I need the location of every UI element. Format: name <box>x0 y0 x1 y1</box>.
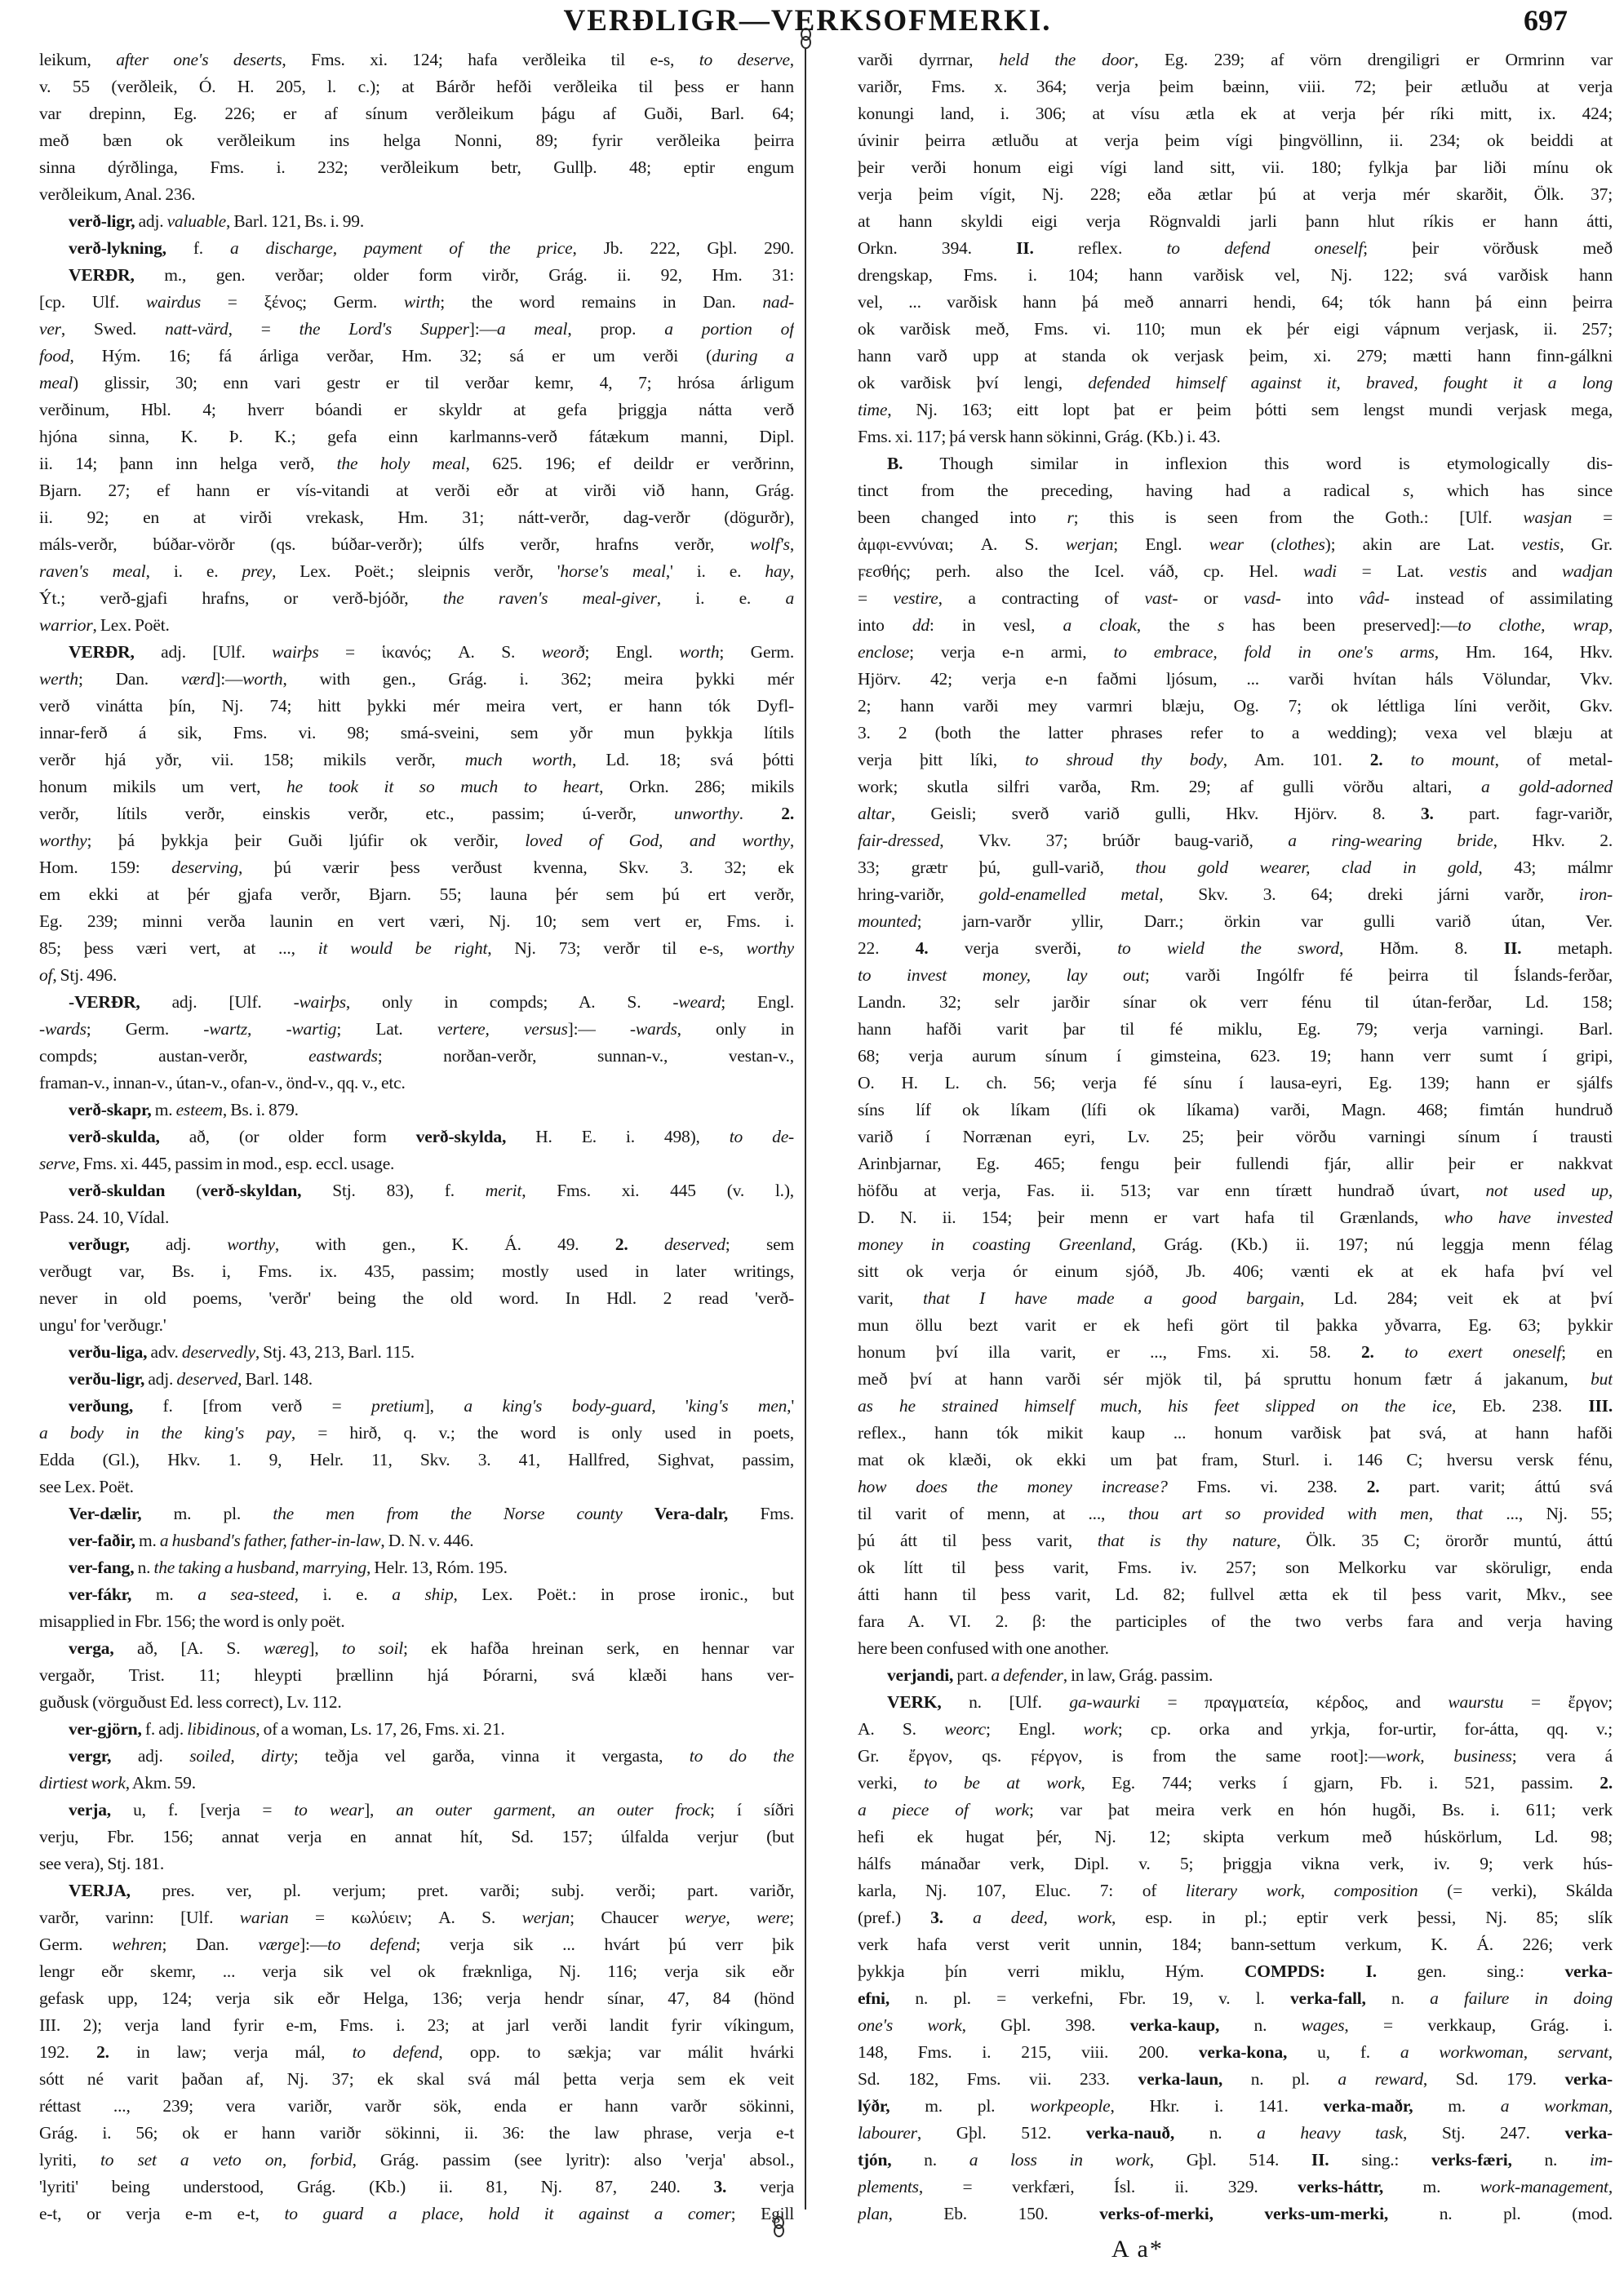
text-line: Bjarn. 27; ef hann er vís-vitandi at verði eðr at virði við hann, Grág. <box>39 481 794 500</box>
text-line: never in old poems, 'verðr' being the old word. In Hdl. 2 read 'verð- <box>39 1288 794 1308</box>
text-line: D. N. ii. 154; þeir menn er vart hafa til Grænlands, who have invested <box>858 1208 1613 1227</box>
column-divider <box>805 49 806 2210</box>
text-line: verð-skuldan (verð-skyldan, Stj. 83), f. merit, Fms. xi. 445 (v. l.), <box>69 1181 794 1200</box>
text-line: varði dyrrnar, held the door, Eg. 239; af vörn drengiligri er Ormrinn var <box>858 50 1613 69</box>
text-line: ok varðisk því lengi, defended himself against it, braved, fought it a long <box>858 373 1613 392</box>
text-line: verð-ligr, adj. valuable, Barl. 121, Bs. i. 99. <box>69 211 365 231</box>
text-line: misapplied in Fbr. 156; the word is only poët. <box>39 1611 345 1631</box>
text-line: guðusk (vörguðust Ed. less correct), Lv. 112. <box>39 1692 342 1712</box>
text-line: 85; þess væri vert, at ..., it would be right, Nj. 73; verðr til e-s, worthy <box>39 938 794 958</box>
text-line: ii. 92; en at virði vrekask, Hm. 31; nátt-verðr, dag-verðr (dögurðr), <box>39 508 794 527</box>
text-line: þeir verði honum eigi vígi land sitt, vii. 180; fylkja þar liði mínu ok <box>858 157 1613 177</box>
text-line: a body in the king's pay, = hirð, q. v.; the word is only used in poets, <box>39 1423 794 1443</box>
text-line: varið í Norrænan eyri, Lv. 25; þeir vörðu varningi sínum í trausti <box>858 1127 1613 1146</box>
text-line: VERJA, pres. ver, pl. verjum; pret. varði; subj. verði; part. variðr, <box>69 1881 794 1900</box>
text-line: Sd. 182, Fms. vii. 233. verka-laun, n. pl. a reward, Sd. 179. verka- <box>858 2069 1613 2089</box>
text-line: verðugr, adj. worthy, with gen., K. Á. 49. 2. deserved; sem <box>69 1234 794 1254</box>
text-line: werth; Dan. værd]:—worth, with gen., Grág. i. 362; meira þykki mér <box>39 669 794 689</box>
text-line: VERÐR, adj. [Ulf. wairþs = ἱκανός; A. S. weorð; Engl. worth; Germ. <box>69 642 794 662</box>
text-line: verju, Fbr. 156; annat verja en annat hít, Sd. 157; úlfalda verjur (but <box>39 1827 794 1846</box>
text-line: plements, = verkfæri, Ísl. ii. 329. verks-háttr, m. work-management, <box>858 2177 1613 2196</box>
signature-mark: A a* <box>1111 2236 1164 2263</box>
text-line: fara A. VI. 2. β: the participles of the two verbs fara and verja having <box>858 1611 1613 1631</box>
text-line: verð-lykning, f. a discharge, payment of the price, Jb. 222, Gþl. 290. <box>69 238 794 258</box>
text-line: worthy; þá þykkja þeir Guði ljúfir ok verðir, loved of God, and worthy, <box>39 831 794 850</box>
text-line: verð vinátta þín, Nj. 74; hitt þykki mér meira vert, er hann tók Dyfl- <box>39 696 794 716</box>
text-line: lýðr, m. pl. workpeople, Hkr. i. 141. verka-maðr, m. a workman, <box>858 2096 1613 2116</box>
text-line: verja þitt líki, to shroud thy body, Am. 101. 2. to mount, of metal- <box>858 750 1613 769</box>
text-line: 192. 2. in law; verja mál, to defend, opp. to sækja; var málit hvárki <box>39 2042 794 2062</box>
text-line: vergr, adj. soiled, dirty; teðja vel garða, vinna it vergasta, to do the <box>69 1746 794 1766</box>
text-line: dirtiest work, Akm. 59. <box>39 1773 196 1793</box>
text-line: see vera), Stj. 181. <box>39 1854 165 1873</box>
text-line: ver-gjörn, f. adj. libidinous, of a woman, Ls. 17, 26, Fms. xi. 21. <box>69 1719 505 1739</box>
text-line: sitt ok verja ór einum sjóð, Jb. 406; vænti ek at ek hafa því vel <box>858 1261 1613 1281</box>
text-line: Hom. 159: deserving, þú værir þess verðust kvenna, Skv. 3. 32; ek <box>39 858 794 877</box>
text-line: 148, Fms. i. 215, viii. 200. verka-kona, u, f. a workwoman, servant, <box>858 2042 1613 2062</box>
text-line: into dd: in vesl, a cloak, the s has been preserved]:—to clothe, wrap, <box>858 615 1613 635</box>
text-line: work; skutla silfri varða, Rm. 29; af gulli vörðu altari, a gold-adorned <box>858 777 1613 796</box>
text-line: mat ok klæði, ok ekki um þat fram, Sturl. i. 146 C; hversu versk fénu, <box>858 1450 1613 1469</box>
text-line: ver-fang, n. the taking a husband, marrying, Helr. 13, Róm. 195. <box>69 1558 508 1577</box>
text-line: hjóna sinna, K. Þ. K.; gefa einn karlmanns-verð fátækum manni, Dipl. <box>39 427 794 446</box>
text-line: drengskap, Fms. i. 104; hann varðisk vel, Nj. 122; svá varðisk hann <box>858 265 1613 285</box>
text-line: verki, to be at work, Eg. 744; verks í gjarn, Fb. i. 521, passim. 2. <box>858 1773 1613 1793</box>
text-line: framan-v., innan-v., útan-v., ofan-v., önd-v., qq. v., etc. <box>39 1073 406 1093</box>
text-line: verðu-liga, adv. deservedly, Stj. 43, 213, Barl. 115. <box>69 1342 415 1362</box>
text-line: hring-variðr, gold-enamelled metal, Skv. 3. 64; dreki járni varðr, iron- <box>858 884 1613 904</box>
text-line: átti hann til þess varit, Ld. 82; fullvel ætta ek til þess varit, Mkv., see <box>858 1585 1613 1604</box>
text-line: time, Nj. 163; eitt lopt þat er þeim þótti sem lengst mundi verjask mega, <box>858 400 1613 419</box>
text-line: Ver-dælir, m. pl. the men from the Norse county Vera-dalr, Fms. <box>69 1504 794 1523</box>
text-line: food, Hým. 16; fá árliga verðar, Hm. 32; sá er um verði (during a <box>39 346 794 366</box>
text-line: altar, Geisli; sverð varið gulli, Hkv. Hjörv. 8. 3. part. fagr-variðr, <box>858 804 1613 823</box>
text-line: honum því illa varit, er ..., Fms. xi. 58. 2. to exert oneself; en <box>858 1342 1613 1362</box>
text-line: ver, Swed. natt-värd, = the Lord's Supper]:—a meal, prop. a portion of <box>39 319 794 339</box>
text-line: hefi ek hugat þér, Nj. 12; skipta verkum með húskörlum, Ld. 98; <box>858 1827 1613 1846</box>
text-line: v. 55 (verðleik, Ó. H. 205, l. c.); at Bárðr hefði verðleika til þess er hann <box>39 77 794 96</box>
text-line: 33; grætr þú, gull-varið, thou gold wearer, clad in gold, 43; málmr <box>858 858 1613 877</box>
text-line: compds; austan-verðr, eastwards; norðan-verðr, sunnan-v., vestan-v., <box>39 1046 794 1066</box>
text-line: 2; hann varði mey varmri blæju, Og. 7; ok léttliga líni verðit, Gkv. <box>858 696 1613 716</box>
text-line: money in coasting Greenland, Grág. (Kb.) ii. 197; nú leggja menn félag <box>858 1234 1613 1254</box>
text-line: ungu' for 'verðugr.' <box>39 1315 166 1335</box>
text-line: fair-dressed, Vkv. 37; brúðr baug-varið, a ring-wearing bride, Hkv. 2. <box>858 831 1613 850</box>
text-line: innar-ferð á sik, Fms. vi. 98; smá-sveini, sem yðr mun þykkja lítils <box>39 723 794 742</box>
text-line: verja, u, f. [verja = to wear], an outer garment, an outer frock; í síðri <box>69 1800 794 1820</box>
text-line: verðinum, Hbl. 4; hverr bóandi er skyldr at gefa þriggja nátta verð <box>39 400 794 419</box>
text-line: ϝεσθής; perh. also the Icel. váð, cp. Hel. wadi = Lat. vestis and wadjan <box>858 561 1613 581</box>
text-line: 22. 4. verja sverði, to wield the sword, Hðm. 8. II. metaph. <box>858 938 1613 958</box>
text-line: verðr, lítils verðr, einskis verðr, etc., passim; ú-verðr, unworthy. 2. <box>39 804 794 823</box>
text-line: lengr eðr skemr, ... verja sik vel ok fræknliga, Nj. 116; verja sik eðr <box>39 1961 794 1981</box>
text-line: Eg. 239; minni verða launin en vert væri, Nj. 10; sem vert er, Fms. i. <box>39 911 794 931</box>
page-number: 697 <box>1524 4 1568 37</box>
text-line: gefask upp, 124; verja sik eðr Helga, 136; verja hendr sínar, 47, 84 (hönd <box>39 1988 794 2008</box>
text-line: verðugt var, Bs. i, Fms. ix. 435, passim; mostly used in later writings, <box>39 1261 794 1281</box>
text-line: Hjörv. 42; verja e-n faðmi ljósum, ... varði hvítan háls Völundar, Vkv. <box>858 669 1613 689</box>
text-line: 3. 2 (both the latter phrases refer to a wedding); vexa vel blæju at <box>858 723 1613 742</box>
text-line: Edda (Gl.), Hkv. 1. 9, Helr. 11, Skv. 3. 41, Hallfred, Sighvat, passim, <box>39 1450 794 1469</box>
text-line: hálfs mánaðar verk, Dipl. v. 5; þriggja vikna verk, iv. 9; verk hús- <box>858 1854 1613 1873</box>
text-line: meal) glissir, 30; enn vari gestr er til verðar kemr, 4, 7; hrósa árligum <box>39 373 794 392</box>
text-line: Arinbjarnar, Eg. 465; fengu þeir fullendi fjár, allir þeir er nakkvat <box>858 1154 1613 1173</box>
text-line: 68; verja aurum sínum í gimsteina, 623. 19; hann verr sumt í gripi, <box>858 1046 1613 1066</box>
text-line: hann varð upp at standa ok verjask þeim, xi. 279; mætti hann finn-gálkni <box>858 346 1613 366</box>
text-line: Fms. xi. 117; þá versk hann sökinni, Grág. (Kb.) i. 43. <box>858 427 1221 446</box>
text-line: honum mikils um vert, he took it so much to heart, Orkn. 286; mikils <box>39 777 794 796</box>
text-line: verðung, f. [from verð = pretium], a king's body-guard, 'king's men,' <box>69 1396 794 1416</box>
text-line: em ekki at þér gjafa verðr, Bjarn. 55; launa þér sem þú ert verðr, <box>39 884 794 904</box>
text-line: var drepinn, Eg. 226; er af sínum verðleikum þágu af Guði, Barl. 64; <box>39 104 794 123</box>
divider-ornament-top-icon <box>799 28 812 49</box>
text-line: plan, Eb. 150. verks-of-merki, verks-um-merki, n. pl. (mod. <box>858 2204 1613 2223</box>
text-line: at hann skyldi eigi verja Rögnvaldi jarli þann hlut ríkis er hann átti, <box>858 211 1613 231</box>
text-line: úvinir þeirra ætluðu at verja þeim vígi þingvöllinn, ii. 234; ok beiddi at <box>858 131 1613 150</box>
text-line: þykkja þín verri miklu, Hým. COMPDS: I. gen. sing.: verka- <box>858 1961 1613 1981</box>
text-line: með því at hann varði sér mjök til, þá spruttu honum fætr á jakanum, but <box>858 1369 1613 1389</box>
text-line: see Lex. Poët. <box>39 1477 134 1496</box>
text-line: tjón, n. a loss in work, Gþl. 514. II. sing.: verks-færi, n. im- <box>858 2150 1613 2170</box>
text-line: verð-skulda, að, (or older form verð-skylda, H. E. i. 498), to de- <box>69 1127 794 1146</box>
text-line: þú átt til þess varit, that is thy nature, Ölk. 35 C; örorðr muntú, áttú <box>858 1531 1613 1550</box>
text-line: e-t, or verja e-m e-t, to guard a place, hold it against a comer; Egill <box>39 2204 794 2223</box>
text-line: verðleikum, Anal. 236. <box>39 184 196 204</box>
text-line: variðr, Fms. x. 364; verja þeim bæinn, viii. 72; þeir ætluðu at verja <box>858 77 1613 96</box>
text-line: ἀμφι-εννύναι; A. S. werjan; Engl. wear (clothes); akin are Lat. vestis, Gr. <box>858 534 1613 554</box>
text-line: sinna dýrðlinga, Fms. i. 232; verðleikum betr, Gullþ. 48; eptir engum <box>39 157 794 177</box>
text-line: ok varðisk með, Fms. vi. 110; mun ek þér eigi vápnum verjask, ii. 257; <box>858 319 1613 339</box>
running-title: VERÐLIGR—VERKSOFMERKI. <box>563 4 1052 38</box>
text-line: verðu-ligr, adj. deserved, Barl. 148. <box>69 1369 313 1389</box>
text-line: Ýt.; verð-gjafi hrafns, or verð-bjóðr, the raven's meal-giver, i. e. a <box>39 588 794 608</box>
text-line: vergaðr, Trist. 11; hleypti þrællinn hjá Þórarni, svá klæði hans ver- <box>39 1665 794 1685</box>
text-line: mounted; jarn-varðr yllir, Darr.; örkin var gulli varið útan, Ver. <box>858 911 1613 931</box>
text-line: karla, Nj. 107, Eluc. 7: of literary work, composition (= verki), Skálda <box>858 1881 1613 1900</box>
text-line: með bæn ok verðleikum ins helga Nonni, 89; fyrir verðleika þeirra <box>39 131 794 150</box>
text-line: höfðu at verja, Fas. ii. 513; var enn tírætt hundrað úvart, not used up, <box>858 1181 1613 1200</box>
text-line: 'lyriti' being understood, Grág. (Kb.) ii. 81, Nj. 87, 240. 3. verja <box>39 2177 794 2196</box>
left-column <box>39 47 794 2227</box>
text-line: been changed into r; this is seen from the Goth.: [Ulf. wasjan = <box>858 508 1613 527</box>
text-line: vel, ... varðisk hann þá með annarri hendi, 64; tók hann þá einn þeirra <box>858 292 1613 312</box>
text-line: tinct from the preceding, having had a radical s, which has since <box>858 481 1613 500</box>
text-line: a piece of work; var þat meira verk en hón hugði, Bs. i. 611; verk <box>858 1800 1613 1820</box>
text-line: verja þeim vígit, Nj. 228; eða ætlar þú at verja mér skarðit, Ölk. 37; <box>858 184 1613 204</box>
text-columns <box>39 47 1613 2227</box>
text-line: máls-verðr, búðar-vörðr (qs. búðar-verðr); úlfs verðr, hrafns verðr, wolf's, <box>39 534 794 554</box>
text-line: varit, that I have made a good bargain, Ld. 284; veit ek at því <box>858 1288 1613 1308</box>
text-line: labourer, Gþl. 512. verka-nauð, n. a heavy task, Stj. 247. verka- <box>858 2123 1613 2143</box>
text-line: ii. 14; þann inn helga verð, the holy meal, 625. 196; ef deildr er verðrinn, <box>39 454 794 473</box>
text-line: warrior, Lex. Poët. <box>39 615 170 635</box>
text-line: B. Though similar in inflexion this word is etymologically dis- <box>887 454 1613 473</box>
text-line: lyriti, to set a veto on, forbid, Grág. passim (see lyritr): also 'verja' absol., <box>39 2150 794 2170</box>
text-line: verjandi, part. a defender, in law, Grág. passim. <box>887 1665 1213 1685</box>
text-line: leikum, after one's deserts, Fms. xi. 124; hafa verðleika til e-s, to deserve, <box>39 50 794 69</box>
text-line: konungi land, i. 306; at vísu ætla ek at verja þér ríki mitt, ix. 424; <box>858 104 1613 123</box>
text-line: -VERÐR, adj. [Ulf. -wairþs, only in compds; A. S. -weard; Engl. <box>69 992 794 1012</box>
text-line: til varit of menn, at ..., thou art so provided with men, that ..., Nj. 55; <box>858 1504 1613 1523</box>
text-line: III. 2); verja land fyrir e-m, Fms. i. 23; at jarl verði landit fyrir víkingum, <box>39 2015 794 2035</box>
text-line: VERK, n. [Ulf. ga-waurki = πραγματεία, κέρδος, and waurstu = ἔργον; <box>887 1692 1613 1712</box>
text-line: mun öllu bezt varit er ek hefi gört til þakka yðvarra, Eg. 63; þykkir <box>858 1315 1613 1335</box>
text-line: here been confused with one another. <box>858 1638 1109 1658</box>
text-line: síns líf ok líkam (lífi ok líkama) varði, Magn. 468; fimtán hundruð <box>858 1100 1613 1119</box>
divider-ornament-bottom-icon <box>772 2216 785 2237</box>
text-line: sótt né varit þaðan af, Nj. 37; ek skal svá mál þetta verja sem ek veit <box>39 2069 794 2089</box>
text-line: to invest money, lay out; varði Ingólfr fé þeirra til Íslands-ferðar, <box>858 965 1613 985</box>
text-line: -wards; Germ. -wartz, -wartig; Lat. vertere, versus]:— -wards, only in <box>39 1019 794 1039</box>
right-column <box>858 47 1613 2227</box>
text-line: Pass. 24. 10, Vídal. <box>39 1208 170 1227</box>
text-line: verð-skapr, m. esteem, Bs. i. 879. <box>69 1100 299 1119</box>
text-line: as he strained himself much, his feet slipped on the ice, Eb. 238. III. <box>858 1396 1613 1416</box>
text-line: Landn. 32; selr jarðir sínar ok verr fénu til útan-ferðar, Ld. 158; <box>858 992 1613 1012</box>
text-line: VERÐR, m., gen. verðar; older form virðr, Grág. ii. 92, Hm. 31: <box>69 265 794 285</box>
text-line: [cp. Ulf. wairdus = ξένος; Germ. wirth; the word remains in Dan. nad- <box>39 292 794 312</box>
text-line: one's work, Gþl. 398. verka-kaup, n. wages, = verkkaup, Grág. i. <box>858 2015 1613 2035</box>
text-line: ver-faðir, m. a husband's father, father-in-law, D. N. v. 446. <box>69 1531 474 1550</box>
text-line: Orkn. 394. II. reflex. to defend oneself; þeir vörðusk með <box>858 238 1613 258</box>
text-line: Germ. wehren; Dan. værge]:—to defend; verja sik ... hvárt þú verr þik <box>39 1935 794 1954</box>
text-line: réttast ..., 239; vera variðr, varðr sök, enda er hann varðr sökinni, <box>39 2096 794 2116</box>
text-line: Grág. i. 56; ok er hann variðr sökinni, ii. 36: the law phrase, verja e-t <box>39 2123 794 2143</box>
text-line: (pref.) 3. a deed, work, esp. in pl.; eptir verk þessi, Nj. 85; slík <box>858 1908 1613 1927</box>
text-line: Gr. ἔργον, qs. ϝέργον, is from the same root]:—work, business; vera á <box>858 1746 1613 1766</box>
text-line: ok lítt til þess varit, Fms. iv. 257; son Melkorku var sköruligr, enda <box>858 1558 1613 1577</box>
text-line: enclose; verja e-n armi, to embrace, fold in one's arms, Hm. 164, Hkv. <box>858 642 1613 662</box>
text-line: of, Stj. 496. <box>39 965 118 985</box>
text-line: how does the money increase? Fms. vi. 238. 2. part. varit; áttú svá <box>858 1477 1613 1496</box>
text-line: ver-fákr, m. a sea-steed, i. e. a ship, Lex. Poët.: in prose ironic., but <box>69 1585 794 1604</box>
text-line: = vestire, a contracting of vast- or vasd- into vâd- instead of assimilating <box>858 588 1613 608</box>
text-line: efni, n. pl. = verkefni, Fbr. 19, v. l. verka-fall, n. a failure in doing <box>858 1988 1613 2008</box>
text-line: O. H. L. ch. 56; verja fé sínu í lausa-eyri, Eg. 139; hann er sjálfs <box>858 1073 1613 1093</box>
text-line: serve, Fms. xi. 445, passim in mod., esp. eccl. usage. <box>39 1154 395 1173</box>
text-line: varðr, varinn: [Ulf. warian = κωλύειν; A. S. werjan; Chaucer werye, were; <box>39 1908 794 1927</box>
text-line: reflex., hann tók mikit kaup ... honum varðisk þat svá, at hann hafði <box>858 1423 1613 1443</box>
text-line: verðr hjá yðr, vii. 158; mikils verðr, much worth, Ld. 18; svá þótti <box>39 750 794 769</box>
text-line: hann hafði varit þar til fé miklu, Eg. 79; verja varningi. Barl. <box>858 1019 1613 1039</box>
text-line: verk hafa verst verit unnin, 184; bann-settum verkum, K. Á. 226; verk <box>858 1935 1613 1954</box>
text-line: raven's meal, i. e. prey, Lex. Poët.; sleipnis verðr, 'horse's meal,' i. e. hay, <box>39 561 794 581</box>
text-line: verga, að, [A. S. wæreg], to soil; ek hafða hreinan serk, en hennar var <box>69 1638 794 1658</box>
text-line: A. S. weorc; Engl. work; cp. orka and yrkja, for-urtir, for-átta, qq. v.; <box>858 1719 1613 1739</box>
